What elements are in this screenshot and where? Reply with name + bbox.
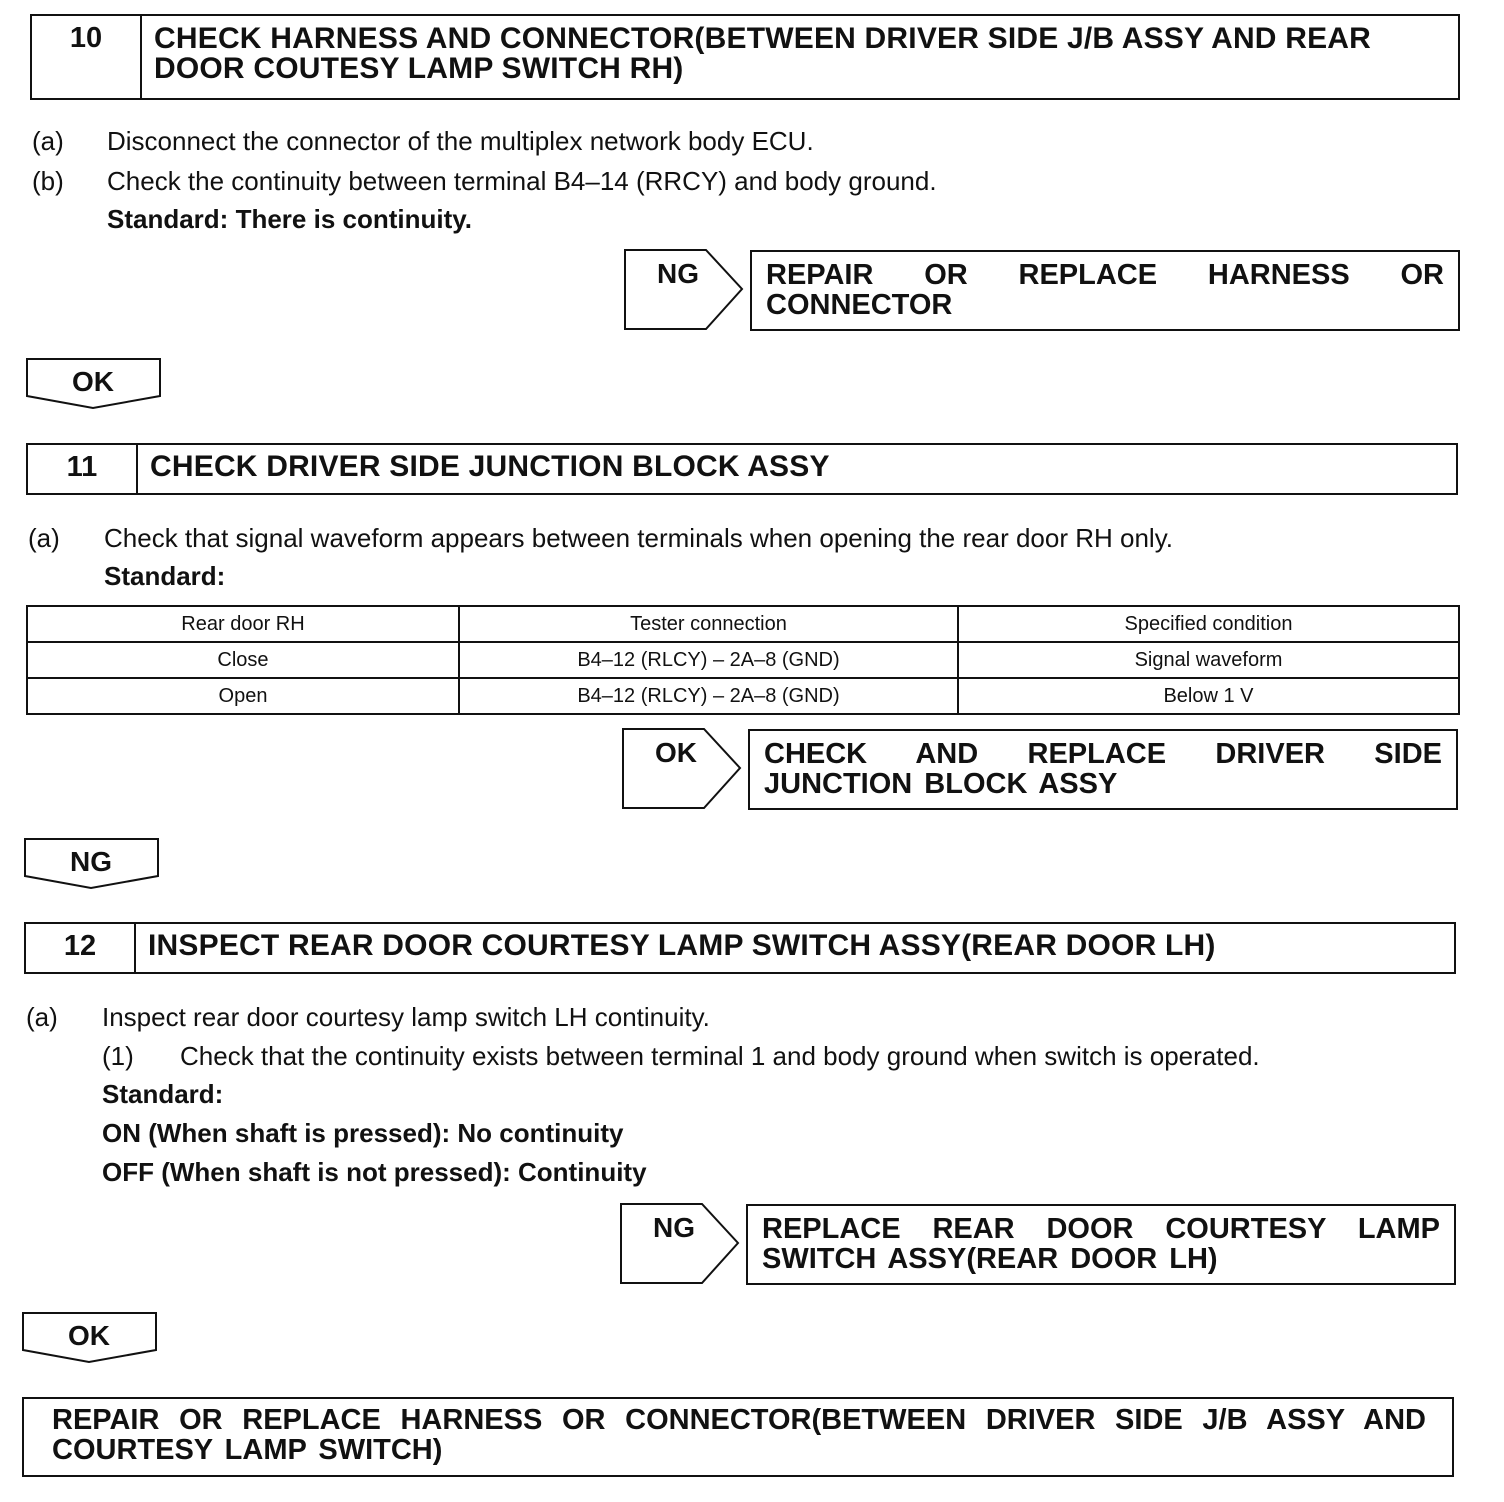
step-12-header	[24, 922, 1456, 974]
table-header-cell: Specified condition	[958, 606, 1459, 642]
table-cell: Below 1 V	[958, 678, 1459, 714]
table-cell: Signal waveform	[958, 642, 1459, 678]
sub-item-label: (1)	[102, 1041, 134, 1071]
result-box: REPAIR OR REPLACE HARNESS OR CONNECTOR	[750, 250, 1460, 331]
table-row	[27, 678, 1459, 714]
ng-arrow-label: NG	[653, 1212, 695, 1243]
item-label: (a)	[28, 523, 60, 553]
standard-text: Standard:	[104, 561, 226, 591]
standard-text: Standard: There is continuity.	[107, 204, 473, 234]
step-number: 10	[32, 16, 142, 98]
instruction-text: Check that signal waveform appears between terminals when opening the rear door RH only.	[104, 523, 1173, 553]
table-cell: Open	[27, 678, 459, 714]
table-header-row	[27, 606, 1459, 642]
standard-on-text: ON (When shaft is pressed): No continuity	[102, 1118, 624, 1148]
instruction-text: Disconnect the connector of the multiplex network body ECU.	[107, 126, 814, 156]
item-label: (b)	[32, 166, 64, 196]
step-number: 11	[28, 445, 138, 493]
step-title: CHECK DRIVER SIDE JUNCTION BLOCK ASSY	[150, 450, 830, 483]
ng-arrow-label: NG	[657, 258, 699, 289]
step-title: INSPECT REAR DOOR COURTESY LAMP SWITCH ASSY(REAR DOOR LH)	[148, 929, 1216, 962]
table-cell: Close	[27, 642, 459, 678]
step-10-header	[30, 14, 1460, 100]
table-row	[27, 642, 1459, 678]
instruction-text: Check the continuity between terminal B4–14 (RRCY) and body ground.	[107, 166, 937, 196]
standard-text: Standard:	[102, 1079, 224, 1109]
step-title: CHECK HARNESS AND CONNECTOR(BETWEEN DRIVER SIDE J/B ASSY AND REAR DOOR COUTESY LAMP SWITCH RH)	[154, 22, 1372, 85]
spec-table	[26, 605, 1460, 715]
table-cell: B4–12 (RLCY) – 2A–8 (GND)	[459, 642, 958, 678]
ok-arrow-label: OK	[655, 737, 697, 768]
instruction-text: Inspect rear door courtesy lamp switch LH continuity.	[102, 1002, 710, 1032]
ng-down-arrow-label: NG	[70, 846, 112, 877]
item-label: (a)	[32, 126, 64, 156]
table-header-cell: Rear door RH	[27, 606, 459, 642]
result-box: REPLACE REAR DOOR COURTESY LAMP SWITCH ASSY(REAR DOOR LH)	[746, 1204, 1456, 1285]
step-11-header	[26, 443, 1458, 495]
table-header-cell: Tester connection	[459, 606, 958, 642]
table-cell: B4–12 (RLCY) – 2A–8 (GND)	[459, 678, 958, 714]
item-label: (a)	[26, 1002, 58, 1032]
final-result-box: REPAIR OR REPLACE HARNESS OR CONNECTOR(BETWEEN DRIVER SIDE J/B ASSY AND COURTESY LAMP SWITCH)	[22, 1397, 1454, 1477]
ok-down-arrow-label: OK	[72, 366, 114, 397]
standard-off-text: OFF (When shaft is not pressed): Continuity	[102, 1157, 647, 1187]
instruction-text: Check that the continuity exists between terminal 1 and body ground when switch is operated.	[180, 1041, 1260, 1071]
ok-down-arrow-label: OK	[68, 1320, 110, 1351]
step-number: 12	[26, 924, 136, 972]
result-box: CHECK AND REPLACE DRIVER SIDE JUNCTION BLOCK ASSY	[748, 729, 1458, 810]
